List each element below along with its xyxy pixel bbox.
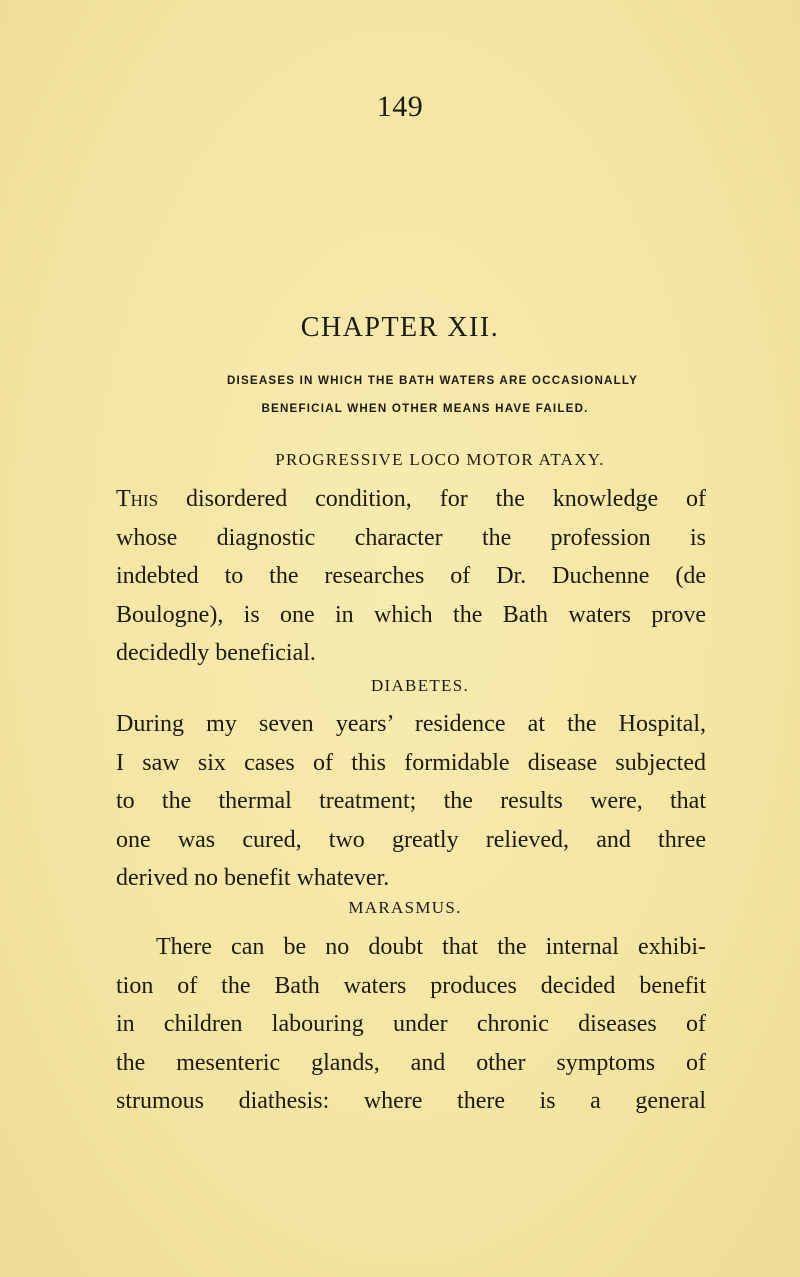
paragraph-line: the mesenteric glands, and other symptoms of: [116, 1049, 706, 1076]
chapter-subtitle-line-2: BENEFICIAL WHEN OTHER MEANS HAVE FAILED.: [261, 402, 589, 415]
paragraph-line: whose diagnostic character the profession is: [116, 524, 706, 551]
paragraph-marasmus: [116, 928, 706, 1121]
paragraph-ataxy: [116, 480, 706, 673]
section-heading-ataxy: PROGRESSIVE LOCO MOTOR ATAXY.: [275, 450, 605, 469]
paragraph-line: to the thermal treatment; the results were, that: [116, 788, 706, 814]
paragraph-line: decidedly beneficial.: [116, 640, 316, 666]
paragraph-line: There can be no doubt that the internal exhibi-: [156, 934, 706, 960]
paragraph-line: During my seven years’ residence at the Hospital,: [116, 711, 706, 737]
page-number: 149: [376, 90, 424, 123]
paragraph-line: derived no benefit whatever.: [116, 865, 390, 891]
section-heading-marasmus: MARASMUS.: [348, 898, 462, 917]
paragraph-line: in children labouring under chronic diseases of: [116, 1011, 706, 1037]
paragraph-line: I saw six cases of this formidable disease subjected: [116, 749, 706, 776]
paragraph-diabetes: [116, 705, 706, 898]
lead-word: This: [116, 486, 159, 512]
section-heading-diabetes: DIABETES.: [370, 676, 470, 695]
chapter-subtitle-line-1: DISEASES IN WHICH THE BATH WATERS ARE OCCASIONALLY: [226, 374, 639, 387]
paragraph-line: Boulogne), is one in which the Bath waters prove: [116, 601, 706, 628]
paragraph-line: indebted to the researches of Dr. Duchenne (de: [116, 563, 706, 589]
chapter-title: CHAPTER XII.: [300, 312, 500, 343]
paragraph-line: This disordered condition, for the knowledge of: [116, 486, 706, 512]
paragraph-line: tion of the Bath waters produces decided benefit: [116, 972, 706, 999]
paragraph-line: strumous diathesis: where there is a general: [116, 1088, 706, 1114]
paragraph-line: one was cured, two greatly relieved, and three: [116, 826, 706, 853]
